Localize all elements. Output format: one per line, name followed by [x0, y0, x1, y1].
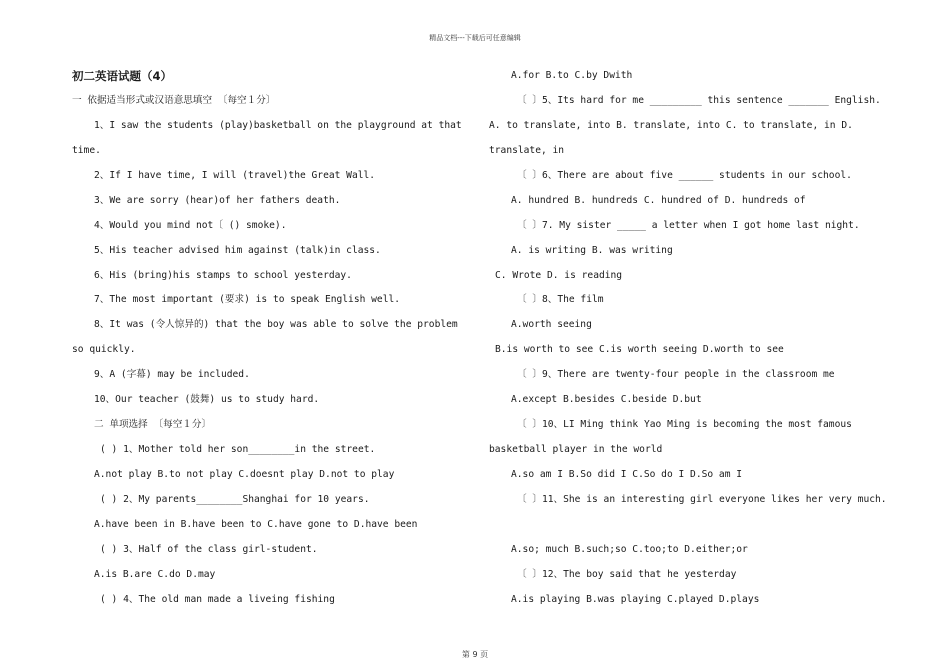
text-line: ( ) 3、Half of the class girl-student.	[100, 543, 318, 555]
text-line: 7、The most important (要求) is to speak English well.	[94, 294, 401, 306]
document-title: 初二英语试题（4）	[72, 69, 173, 83]
text-line: 8、It was (令人惊异的) that the boy was able to solve the problem	[94, 319, 458, 331]
text-line: ( ) 2、My parents________Shanghai for 10 years.	[100, 493, 370, 505]
text-line: time.	[72, 144, 101, 156]
text-line: 9、A (字幕) may be included.	[94, 369, 250, 381]
text-line: so quickly.	[72, 344, 136, 356]
left-column	[72, 64, 464, 613]
text-line: 10、Our teacher (鼓舞) us to study hard.	[94, 394, 320, 406]
text-line: A. hundred B. hundreds C. hundred of D. hundreds of	[511, 194, 806, 206]
text-line: A. to translate, into B. translate, into C. to translate, in D.	[489, 119, 853, 131]
text-line: ( ) 1、Mother told her son________in the street.	[100, 444, 376, 456]
text-line: 5、His teacher advised him against (talk)in class.	[94, 244, 381, 256]
text-line: A.have been in B.have been to C.have gone to D.have been	[94, 518, 418, 530]
text-line: 4、Would you mind not〔 () smoke).	[94, 219, 287, 231]
right-column	[489, 64, 887, 613]
text-line: 〔 〕8、The film	[517, 294, 604, 306]
text-line: C. Wrote D. is reading	[495, 269, 623, 281]
text-line: 〔 〕5、Its hard for me _________ this sentence _______ English.	[517, 94, 881, 106]
text-line: 2、If I have time, I will (travel)the Great Wall.	[94, 169, 376, 181]
text-line: 〔 〕6、There are about five ______ students in our school.	[517, 169, 852, 181]
text-line: A.for B.to C.by Dwith	[511, 70, 633, 81]
text-line: A.so am I B.So did I C.So do I D.So am I	[511, 469, 743, 480]
text-line: 〔 〕9、There are twenty-four people in the classroom me	[517, 369, 835, 381]
text-line: B.is worth to see C.is worth seeing D.worth to see	[495, 344, 784, 356]
text-line: 一 依据适当形式或汉语意思填空 〔每空１分〕	[72, 94, 276, 106]
text-line: basketball player in the world	[489, 444, 663, 456]
text-line: 〔 〕7. My sister _____ a letter when I got home last night.	[517, 219, 860, 231]
text-line: 二 单项选择 〔每空１分〕	[94, 419, 212, 431]
page-header: 精品文档---下载后可任意编辑	[429, 34, 521, 42]
text-line: 〔 〕11、She is an interesting girl everyone likes her very much.	[517, 493, 887, 505]
text-line: ( ) 4、The old man made a liveing fishing	[100, 593, 335, 605]
text-line: 〔 〕12、The boy said that he yesterday	[517, 568, 737, 580]
text-line: 〔 〕10、LI Ming think Yao Ming is becoming the most famous	[517, 419, 852, 431]
text-line: A.so; much B.such;so C.too;to D.either;or	[511, 543, 748, 555]
text-line: A.worth seeing	[511, 319, 592, 331]
text-line: A.is B.are C.do D.may	[94, 568, 216, 580]
text-line: A.is playing B.was playing C.played D.plays	[511, 593, 760, 605]
text-line: 3、We are sorry (hear)of her fathers death.	[94, 194, 341, 206]
text-line	[489, 513, 881, 538]
text-line: translate, in	[489, 144, 565, 156]
text-line: 6、His (bring)his stamps to school yesterday.	[94, 269, 352, 281]
text-line: A. is writing B. was writing	[511, 244, 673, 256]
text-line: A.not play B.to not play C.doesnt play D.not to play	[94, 469, 395, 480]
text-line: 1、I saw the students (play)basketball on the playground at that	[94, 119, 462, 131]
text-line: A.except B.besides C.beside D.but	[511, 394, 702, 406]
page-number: 第 9 页	[461, 650, 489, 659]
